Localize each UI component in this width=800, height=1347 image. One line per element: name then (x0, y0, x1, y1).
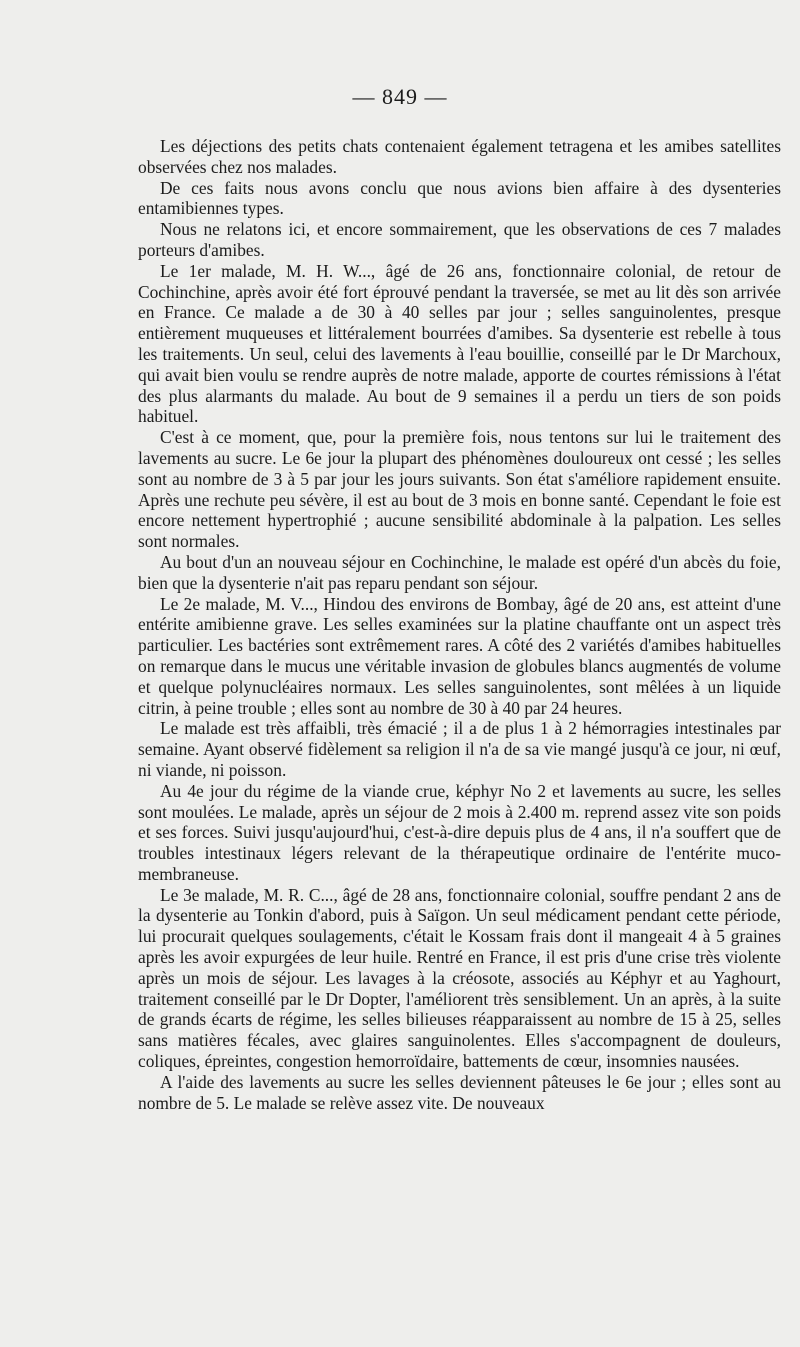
page-number: — 849 — (352, 84, 448, 109)
paragraph: De ces faits nous avons conclu que nous avions bien affaire à des dysenteries entamibiennes types. (138, 177, 781, 219)
body-text (138, 136, 781, 1113)
paragraph: Nous ne relatons ici, et encore sommairement, que les observations de ces 7 malades porteurs d'amibes. (138, 219, 781, 260)
paragraph: Le 1er malade, M. H. W..., âgé de 26 ans, fonctionnaire colonial, de retour de Cochinchine, après avoir été fort éprouvé pendant la traversée, se met au lit dès son arrivée en France. Ce malade a de 30 à 40 selles par jour ; selles sanguinolentes, presque entièrement muqueuses et littéralement bourrées d'amibes. Sa dysenterie est rebelle à tous les traitements. Un seul, celui des lavements à l'eau bouillie, conseillé par le Dr Marchoux, qui avait bien voulu se rendre auprès de notre malade, apporte de courtes rémissions à l'état des plus alarmants du malade. Au bout de 9 semaines il a perdu un tiers de son poids habituel. (138, 260, 781, 427)
paragraph: Les déjections des petits chats contenaient également tetragena et les amibes satellites observées chez nos malades. (138, 136, 781, 177)
paragraph: Le malade est très affaibli, très émacié ; il a de plus 1 à 2 hémorragies intestinales par semaine. Ayant observé fidèlement sa religion il n'a de sa vie mangé jusqu'à ce jour, ni œuf, ni viande, ni poisson. (138, 718, 781, 780)
paragraph: A l'aide des lavements au sucre les selles deviennent pâteuses le 6e jour ; elles sont au nombre de 5. Le malade se relève assez vite. De nouveaux (138, 1071, 781, 1113)
paragraph: Le 3e malade, M. R. C..., âgé de 28 ans, fonctionnaire colonial, souffre pendant 2 ans de la dysenterie au Tonkin d'abord, puis à Saïgon. Un seul médicament pendant cette période, lui procurait quelques soulagements, c'était le Kossam frais dont il mangeait 4 à 5 graines après les avoir expurgées de leur huile. Rentré en France, il est pris d'une crise très violente après un mois de séjour. Les lavages à la créosote, associés au Képhyr et au Yaghourt, traitement conseillé par le Dr Dopter, l'améliorent très sensiblement. Un an après, à la suite de grands écarts de régime, les selles bilieuses réapparaissent au nombre de 15 à 25, selles sans matières fécales, avec glaires sanguinolentes. Elles s'accompagnent de douleurs, coliques, épreintes, congestion hemorroïdaire, battements de cœur, insomnies nausées. (138, 884, 781, 1072)
paragraph: Au 4e jour du régime de la viande crue, képhyr No 2 et lavements au sucre, les selles sont moulées. Le malade, après un séjour de 2 mois à 2.400 m. reprend assez vite son poids et ses forces. Suivi jusqu'aujourd'hui, c'est-à-dire depuis plus de 4 ans, il n'a souffert que de troubles intestinaux légers relevant de la thérapeutique ordinaire de l'entérite muco-membraneuse. (138, 780, 781, 884)
paragraph: C'est à ce moment, que, pour la première fois, nous tentons sur lui le traitement des lavements au sucre. Le 6e jour la plupart des phénomènes douloureux ont cessé ; les selles sont au nombre de 3 à 5 par jour les jours suivants. Son état s'améliore rapidement ensuite. Après une rechute peu sévère, il est au bout de 3 mois en bonne santé. Cependant le foie est encore nettement hypertrophié ; aucune sensibilité abdominale à la palpation. Les selles sont normales. (138, 427, 781, 552)
paragraph: Le 2e malade, M. V..., Hindou des environs de Bombay, âgé de 20 ans, est atteint d'une entérite amibienne grave. Les selles examinées sur la platine chauffante ont un aspect très particulier. Les bactéries sont extrêmement rares. A côté des 2 variétés d'amibes habituelles on remarque dans le mucus une véritable invasion de globules blancs augmentés de volume et quelque polynucléaires normaux. Les selles sanguinolentes, sont mêlées à un liquide citrin, à peine trouble ; elles sont au nombre de 30 à 40 par 24 heures. (138, 593, 781, 718)
paragraph: Au bout d'un an nouveau séjour en Cochinchine, le malade est opéré d'un abcès du foie, bien que la dysenterie n'ait pas reparu pendant son séjour. (138, 551, 781, 593)
